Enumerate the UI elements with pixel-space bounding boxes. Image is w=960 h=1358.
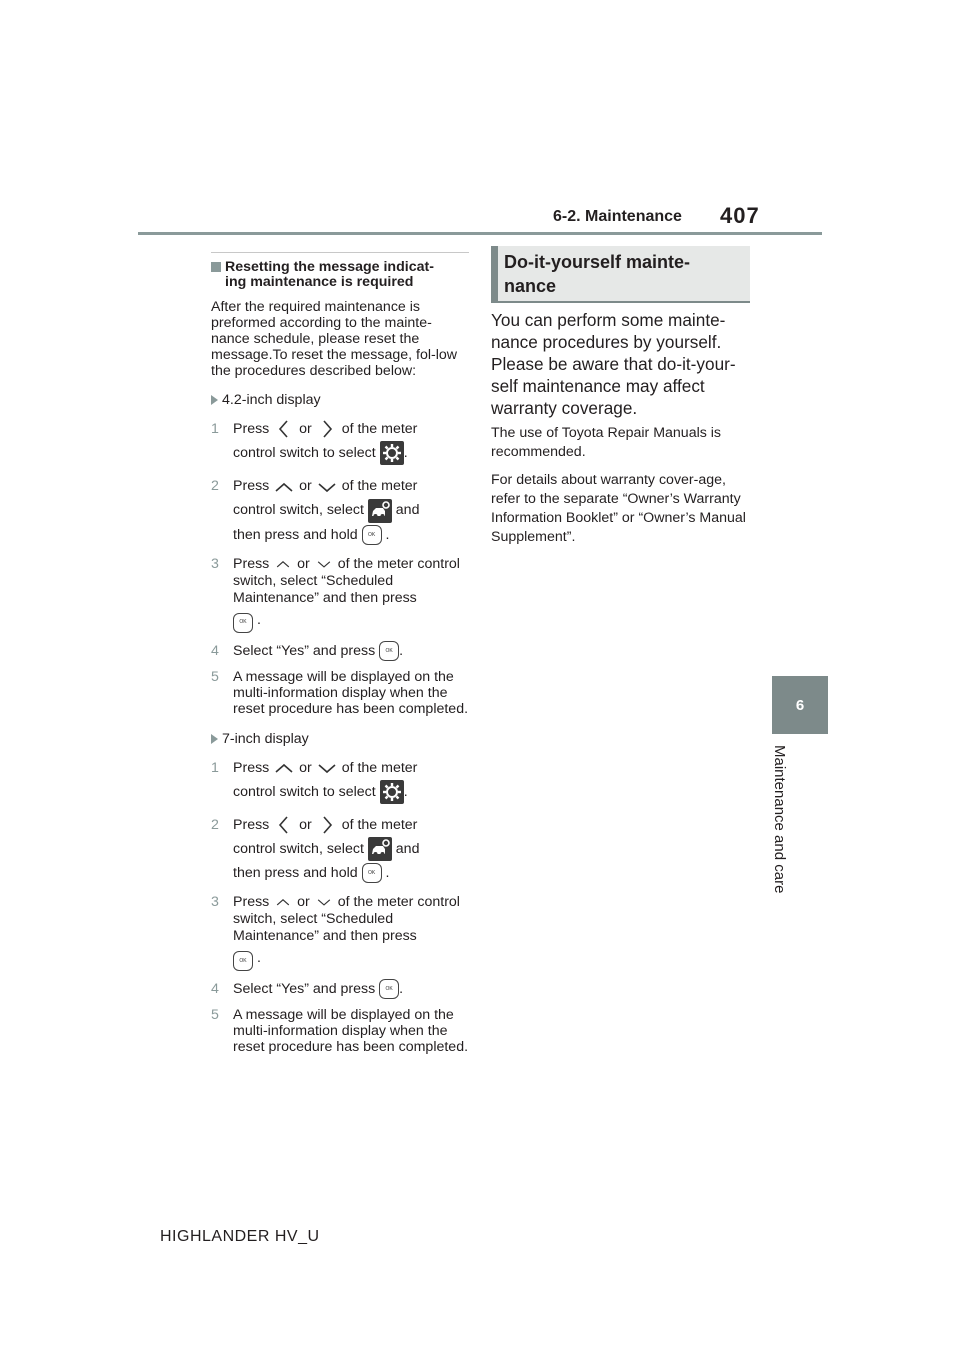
step-number: 1 [211, 759, 219, 776]
chapter-label [770, 745, 790, 915]
step-text: or [299, 816, 312, 833]
step-text: or [299, 478, 312, 495]
step-text: . [256, 611, 261, 628]
page-number: 407 [720, 203, 760, 228]
diy-notes [491, 424, 753, 556]
step-number: 2 [211, 478, 219, 495]
chevron-right-icon [316, 814, 338, 836]
section-title: 6-2. Maintenance [553, 208, 682, 225]
step-text: or [297, 894, 310, 910]
ok-button-icon: OK [362, 525, 382, 545]
d42-step-5 [211, 669, 469, 717]
step-text: Press [233, 894, 270, 910]
step-text: . [385, 865, 390, 881]
d7-step-3 [211, 894, 469, 971]
step-text: Select “Yes” and press [233, 642, 376, 659]
step-text: . [403, 445, 408, 461]
d7-step-2 [211, 813, 469, 885]
left-column [211, 252, 469, 1055]
chapter-tab-number: 6 [795, 696, 805, 714]
diy-heading-underline [491, 301, 750, 303]
step-text: or [299, 759, 312, 776]
step-text: of the meter [341, 421, 418, 437]
step-text: then press and hold [233, 526, 358, 543]
d7-step-5 [211, 1007, 469, 1055]
ok-button-icon: OK [233, 613, 253, 633]
display7-heading [211, 731, 469, 747]
chapter-tab [772, 676, 828, 734]
d7-step-4 [211, 977, 469, 1001]
step-number: 2 [211, 816, 219, 833]
ok-button-icon: OK [379, 979, 399, 999]
chevron-left-icon [273, 418, 295, 440]
step-number: 1 [211, 421, 219, 437]
step-text: Select “Yes” and press [233, 981, 376, 997]
chevron-up-icon [273, 894, 293, 910]
step-text: or [299, 421, 312, 437]
ok-button-icon: OK [233, 951, 253, 971]
d42-step-2 [211, 474, 469, 546]
step-text: . [385, 526, 390, 543]
step-number: 3 [211, 555, 219, 572]
chevron-down-icon [314, 556, 334, 572]
step-text: control switch, select [233, 840, 364, 857]
ok-button-icon: OK [379, 641, 399, 661]
step-text: or [297, 555, 310, 572]
step-text: then press and hold [233, 865, 358, 881]
footer-model: HIGHLANDER HV_U [160, 1228, 320, 1245]
d42-step-1 [211, 417, 469, 465]
step-number: 4 [211, 642, 219, 659]
reset-subhead-text: Resetting the message indicat- ing maintenance is required [225, 259, 434, 290]
triangle-bullet-icon [211, 395, 218, 405]
step-text: Press [233, 759, 270, 776]
diy-note-warranty: For details about warranty cover-age, refer to the separate “Owner’s Warranty Information Booklet” or “Owner’s Manual Supplement”. [491, 472, 746, 545]
step-number: 5 [211, 1007, 219, 1023]
display7-label: 7-inch display [222, 730, 309, 747]
step-text: and [395, 502, 420, 519]
vehicle-settings-icon [368, 837, 392, 861]
diy-intro: You can perform some mainte-nance procedures by yourself. Please be aware that do-it-your-self maintenance may affect warranty coverage. [491, 310, 736, 418]
step-text: . [399, 642, 404, 659]
step-text: A message will be displayed on the multi-information display when the reset procedure has been completed. [233, 668, 469, 717]
diy-heading-title: Do-it-yourself mainte- nance [504, 252, 691, 296]
gear-icon [380, 780, 404, 804]
d7-step-1 [211, 756, 469, 804]
chevron-left-icon [273, 814, 295, 836]
step-text: Press [233, 478, 270, 495]
step-text: control switch to select [233, 445, 376, 461]
reset-subhead [211, 260, 469, 290]
step-text: control switch, select “Scheduled Maintenance” and then press [233, 555, 460, 606]
step-number: 4 [211, 981, 219, 997]
step-text: of the meter [337, 894, 414, 910]
square-bullet-icon [211, 262, 221, 272]
step-text: of the meter [341, 478, 418, 495]
step-text: Press [233, 555, 270, 572]
header-rule [138, 232, 822, 235]
display42-label: 4.2-inch display [222, 392, 321, 408]
step-text: . [403, 783, 408, 800]
step-number: 3 [211, 894, 219, 910]
step-text: . [256, 949, 261, 966]
step-text: of the meter [341, 816, 418, 833]
chevron-down-icon [316, 757, 338, 779]
step-text: and [395, 840, 420, 857]
step-text: control switch to select [233, 783, 376, 800]
chapter-label-text: Maintenance and care [771, 745, 788, 894]
vehicle-settings-icon [368, 499, 392, 523]
chevron-up-icon [273, 556, 293, 572]
step-number: 5 [211, 668, 219, 685]
d42-step-4 [211, 639, 469, 663]
triangle-bullet-icon [211, 734, 218, 744]
reset-intro: After the required maintenance is preformed according to the mainte-nance schedule, please reset the message.To reset the message, fol-low the procedures described below: [211, 299, 458, 379]
display42-heading [211, 392, 469, 408]
diy-heading-bar [491, 246, 498, 302]
chevron-up-icon [273, 476, 295, 498]
step-text: control switch, select [233, 502, 364, 519]
chevron-down-icon [316, 476, 338, 498]
step-text: of the meter [337, 555, 414, 572]
chevron-down-icon [314, 894, 334, 910]
chevron-up-icon [273, 757, 295, 779]
step-text: Press [233, 816, 270, 833]
step-text: A message will be displayed on the multi-information display when the reset procedure has been completed. [233, 1007, 469, 1055]
step-text: . [399, 981, 404, 997]
gear-icon [380, 441, 404, 465]
step-text: control switch, select “Scheduled Maintenance” and then press [233, 894, 460, 944]
ok-button-icon: OK [362, 863, 382, 883]
step-text: of the meter [341, 759, 418, 776]
chevron-right-icon [316, 418, 338, 440]
d42-step-3 [211, 556, 469, 633]
step-text: Press [233, 421, 270, 437]
diy-note-manuals: The use of Toyota Repair Manuals is recommended. [491, 425, 722, 460]
